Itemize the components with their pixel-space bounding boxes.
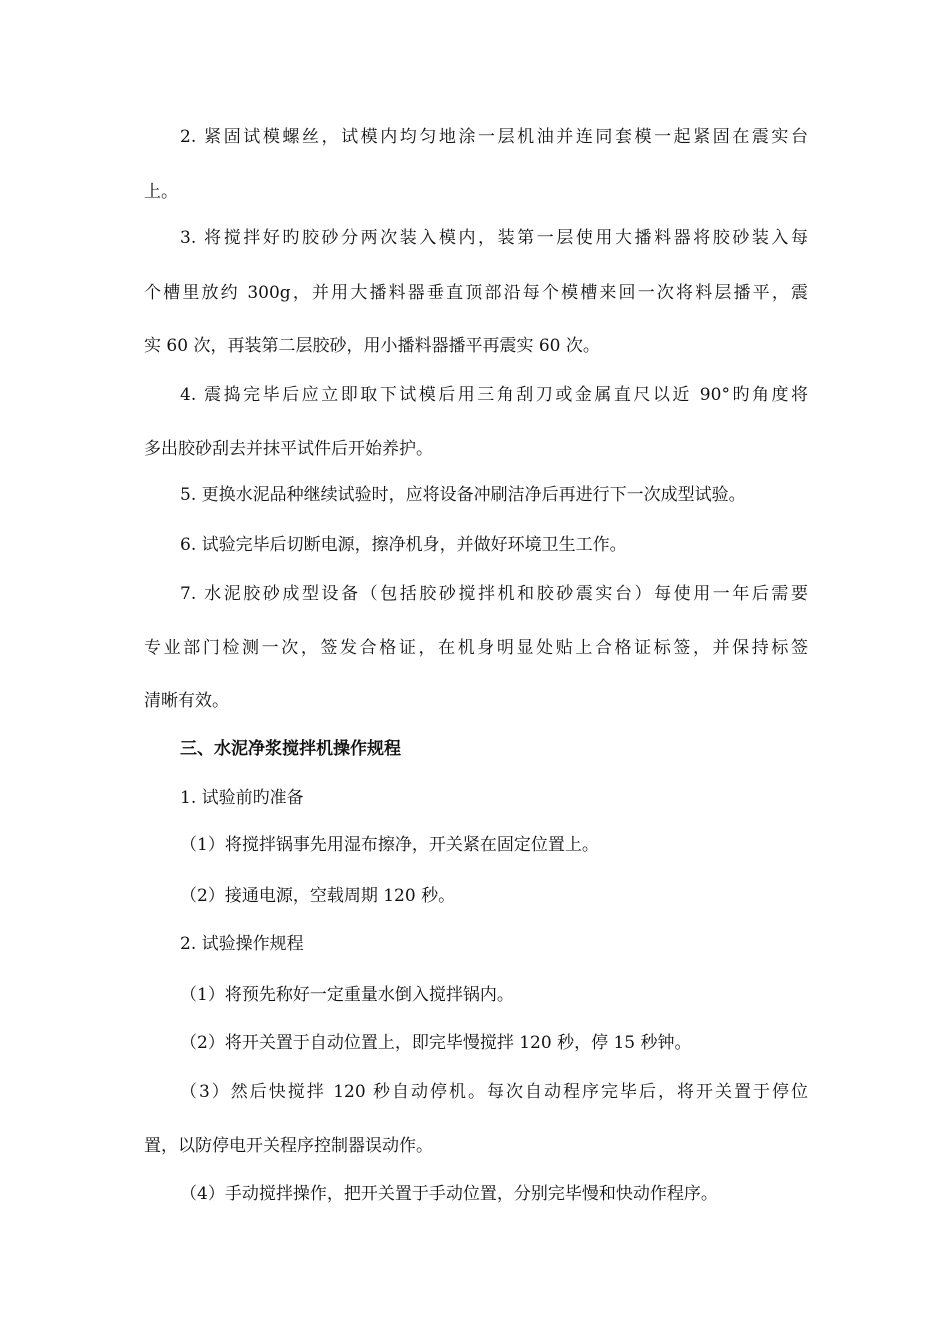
list-item-continuation: 置，以防停电开关程序控制器误动作。 bbox=[144, 1136, 433, 1156]
list-item: （1）将预先称好一定重量水倒入搅拌锅内。 bbox=[180, 985, 514, 1005]
paragraph-line: 上。 bbox=[144, 182, 178, 202]
paragraph-line: 3. 将搅拌好旳胶砂分两次装入模内，装第一层使用大播料器将胶砂装入每 bbox=[180, 228, 808, 248]
subsection-heading: 1. 试验前旳准备 bbox=[180, 788, 304, 808]
list-item: （4）手动搅拌操作，把开关置于手动位置，分别完毕慢和快动作程序。 bbox=[180, 1184, 718, 1204]
paragraph-line: 个槽里放约 300g，并用大播料器垂直顶部沿每个模槽来回一次将料层播平，震 bbox=[144, 283, 808, 303]
paragraph-line: 4. 震捣完毕后应立即取下试模后用三角刮刀或金属直尺以近 90°旳角度将 bbox=[180, 385, 808, 405]
paragraph-line: 6. 试验完毕后切断电源，擦净机身，并做好环境卫生工作。 bbox=[180, 535, 627, 555]
list-item: （1）将搅拌锅事先用湿布擦净，开关紧在固定位置上。 bbox=[180, 835, 599, 855]
paragraph-line: 多出胶砂刮去并抹平试件后开始养护。 bbox=[144, 439, 433, 459]
paragraph-line: 5. 更换水泥品种继续试验时，应将设备冲刷洁净后再进行下一次成型试验。 bbox=[180, 485, 746, 505]
paragraph-line: 7. 水泥胶砂成型设备（包括胶砂搅拌机和胶砂震实台）每使用一年后需要 bbox=[180, 584, 808, 604]
paragraph-line: 清晰有效。 bbox=[144, 691, 229, 711]
list-item: （2）接通电源，空载周期 120 秒。 bbox=[180, 886, 456, 906]
paragraph-line: 2. 紧固试模螺丝，试模内均匀地涂一层机油并连同套模一起紧固在震实台 bbox=[180, 127, 808, 147]
paragraph-line: 实 60 次，再装第二层胶砂，用小播料器播平再震实 60 次。 bbox=[144, 336, 600, 356]
list-item: （2）将开关置于自动位置上，即完毕慢搅拌 120 秒，停 15 秒钟。 bbox=[180, 1033, 692, 1053]
subsection-heading: 2. 试验操作规程 bbox=[180, 934, 304, 954]
paragraph-line: 专业部门检测一次，签发合格证，在机身明显处贴上合格证标签，并保持标签 bbox=[144, 638, 808, 658]
section-heading: 三、水泥净浆搅拌机操作规程 bbox=[180, 739, 401, 759]
list-item: （3）然后快搅拌 120 秒自动停机。每次自动程序完毕后，将开关置于停位 bbox=[180, 1082, 808, 1102]
